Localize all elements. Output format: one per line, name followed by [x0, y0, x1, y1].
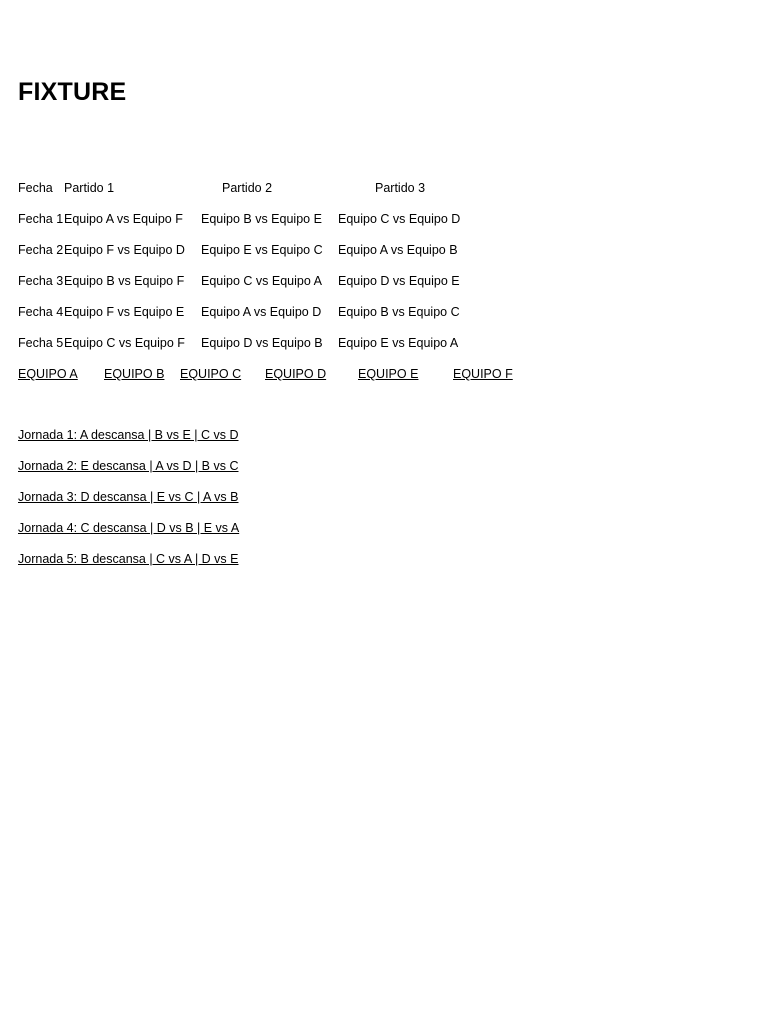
row-3-fecha: Fecha 3 [18, 274, 64, 288]
team-label-a: EQUIPO A [18, 367, 78, 381]
row-2-partido-1: Equipo F vs Equipo D [64, 243, 185, 257]
row-2-partido-2: Equipo E vs Equipo C [201, 243, 323, 257]
jornada-5: Jornada 5: B descansa | C vs A | D vs E [18, 552, 239, 566]
jornada-2: Jornada 2: E descansa | A vs D | B vs C [18, 459, 239, 473]
header-fecha: Fecha [18, 181, 53, 195]
team-label-d: EQUIPO D [265, 367, 327, 381]
row-5-partido-2: Equipo D vs Equipo B [201, 336, 323, 350]
jornada-3: Jornada 3: D descansa | E vs C | A vs B [18, 490, 239, 504]
header-partido-3: Partido 3 [375, 181, 426, 195]
team-label-f: EQUIPO F [453, 367, 513, 381]
header-partido-1: Partido 1 [64, 181, 115, 195]
header-partido-2: Partido 2 [222, 181, 273, 195]
row-4-fecha: Fecha 4 [18, 305, 64, 319]
row-1-fecha: Fecha 1 [18, 212, 64, 226]
page-title: FIXTURE [18, 78, 127, 106]
row-1-partido-2: Equipo B vs Equipo E [201, 212, 322, 226]
team-label-b: EQUIPO B [104, 367, 165, 381]
row-2-fecha: Fecha 2 [18, 243, 64, 257]
team-label-e: EQUIPO E [358, 367, 419, 381]
row-1-partido-3: Equipo C vs Equipo D [338, 212, 461, 226]
row-1-partido-1: Equipo A vs Equipo F [64, 212, 183, 226]
row-2-partido-3: Equipo A vs Equipo B [338, 243, 458, 257]
row-5-fecha: Fecha 5 [18, 336, 64, 350]
row-4-partido-3: Equipo B vs Equipo C [338, 305, 460, 319]
team-label-c: EQUIPO C [180, 367, 242, 381]
row-3-partido-3: Equipo D vs Equipo E [338, 274, 460, 288]
row-4-partido-1: Equipo F vs Equipo E [64, 305, 185, 319]
jornada-1: Jornada 1: A descansa | B vs E | C vs D [18, 428, 239, 442]
row-3-partido-2: Equipo C vs Equipo A [201, 274, 322, 288]
jornada-4: Jornada 4: C descansa | D vs B | E vs A [18, 521, 240, 535]
row-3-partido-1: Equipo B vs Equipo F [64, 274, 185, 288]
row-5-partido-3: Equipo E vs Equipo A [338, 336, 459, 350]
row-4-partido-2: Equipo A vs Equipo D [201, 305, 322, 319]
row-5-partido-1: Equipo C vs Equipo F [64, 336, 185, 350]
